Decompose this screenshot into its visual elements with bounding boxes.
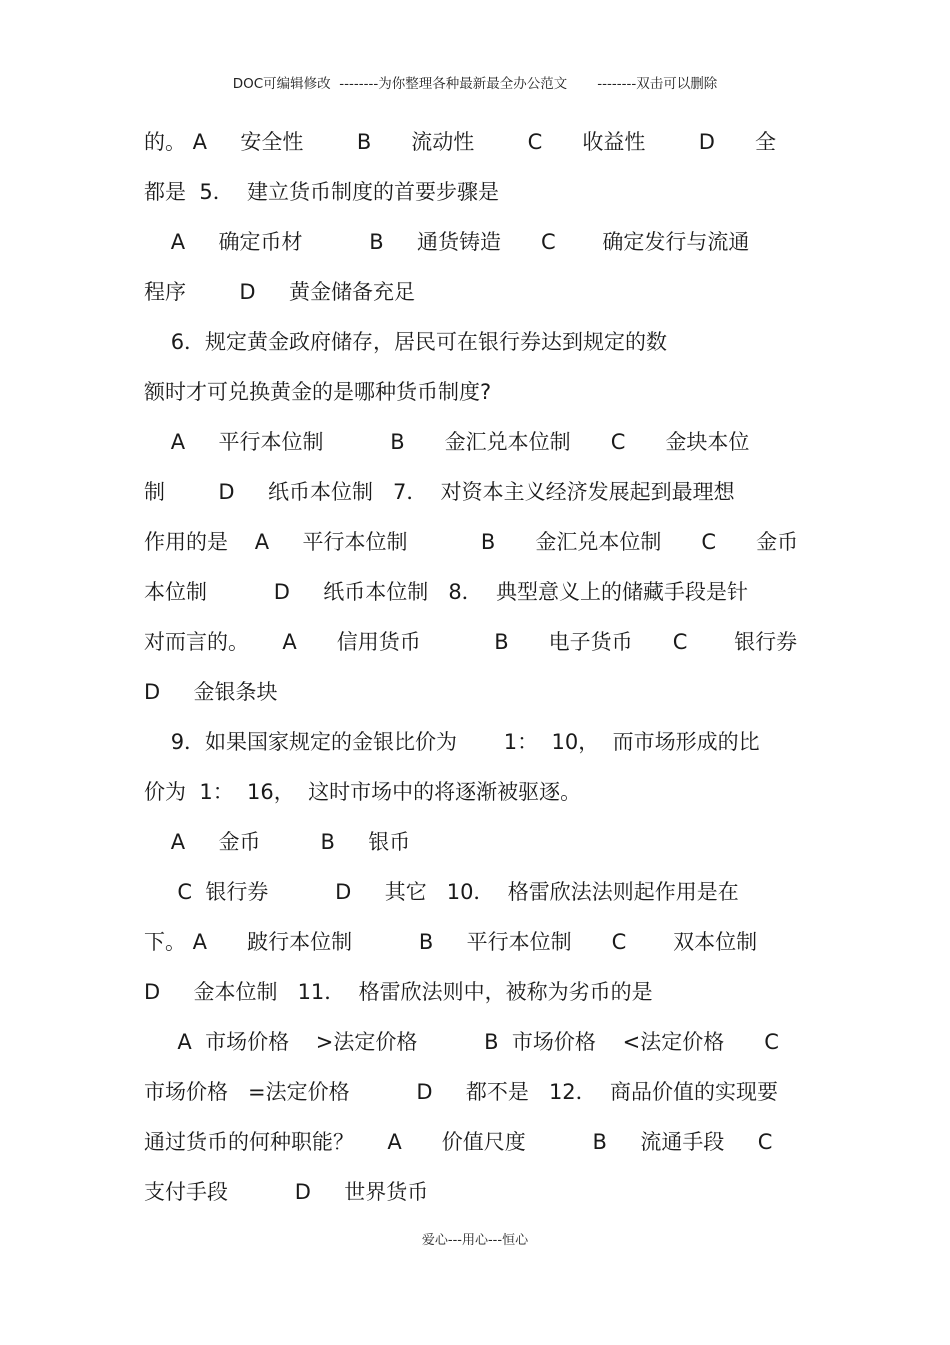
text-line: 支付手段 D 世界货币 (144, 1180, 429, 1204)
text-line: 价为 1： 16， 这时市场中的将逐渐被驱逐。 (144, 780, 582, 804)
text-line: 对而言的。 A 信用货币 B 电子货币 C 银行券 (144, 630, 798, 654)
page-footer: 爱心---用心---恒心 (421, 1233, 529, 1248)
text-line: 作用的是 A 平行本位制 B 金汇兑本位制 C 金币 (144, 530, 799, 554)
text-line: 额时才可兑换黄金的是哪种货币制度? (144, 380, 492, 404)
text-line: 程序 D 黄金储备充足 (144, 280, 415, 304)
text-line: A 市场价格 >法定价格 B 市场价格 <法定价格 C (144, 1030, 779, 1054)
text-line: 本位制 D 纸币本位制 8． 典型意义上的储藏手段是针 (144, 580, 749, 604)
text-line: A 确定币材 B 通货铸造 C 确定发行与流通 (144, 230, 750, 254)
text-line: 9．如果国家规定的金银比价为 1： 10， 而市场形成的比 (144, 730, 760, 754)
text-line: 的。 A 安全性 B 流动性 C 收益性 D 全 (144, 130, 777, 154)
text-line: C 银行券 D 其它 10． 格雷欣法法则起作用是在 (144, 880, 739, 904)
text-line: D 金银条块 (144, 680, 278, 704)
text-line: A 金币 B 银币 (144, 830, 411, 854)
page-header: DOC可编辑修改 --------为你整理各种最新最全办公范文 --------双击可以删除 (232, 76, 718, 92)
text-line: 都是 5． 建立货币制度的首要步骤是 (144, 180, 500, 204)
text-line: A 平行本位制 B 金汇兑本位制 C 金块本位 (144, 430, 750, 454)
text-line: 6．规定黄金政府储存，居民可在银行券达到规定的数 (144, 330, 668, 354)
text-line: 下。 A 跛行本位制 B 平行本位制 C 双本位制 (144, 930, 758, 954)
text-line: 通过货币的何种职能？ A 价值尺度 B 流通手段 C (144, 1130, 773, 1154)
text-line: D 金本位制 11． 格雷欣法则中，被称为劣币的是 (144, 980, 653, 1004)
text-line: 市场价格 =法定价格 D 都不是 12． 商品价值的实现要 (144, 1080, 779, 1104)
text-line: 制 D 纸币本位制 7． 对资本主义经济发展起到最理想 (144, 480, 735, 504)
